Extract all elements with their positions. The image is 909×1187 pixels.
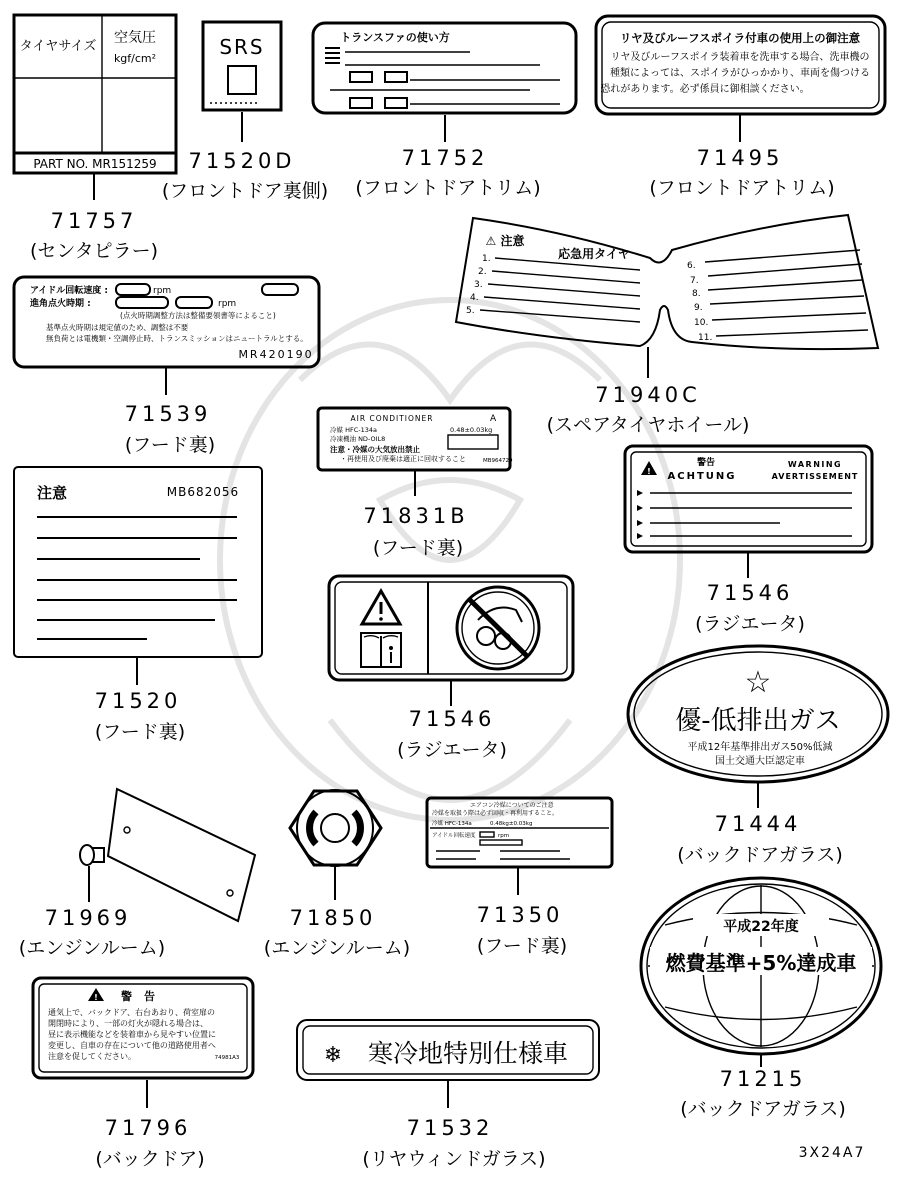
location: (センタピラー) [29,240,159,262]
label-71350 [427,798,612,957]
item-number: 1. [482,254,491,264]
item-number: 8. [692,289,701,299]
label-71520D [162,22,328,202]
idle-label: アイドル回転速度 : [30,286,108,296]
line-3: 恐れがあります。必ず係員に御相談ください。 [600,84,810,95]
location: (スペアタイヤホイール) [546,414,750,436]
main-text: 燃費基準+5%達成車 [665,951,857,975]
part-number: 71831B [363,504,469,528]
svg-text:!: ! [94,993,98,1002]
star-icon: ☆ [744,665,772,700]
main-text: 寒冷地特別仕様車 [367,1039,569,1068]
label-71546-warning [625,446,872,635]
line-4: 変更し、自車の存在について他の道路使用者へ [48,1041,216,1050]
location: (ラジエータ) [695,613,805,635]
item-number: 2. [478,267,487,277]
label-71796 [33,978,253,1170]
warning-icon [641,461,657,476]
label-71495 [596,16,885,199]
gear-chart-icon [325,48,560,108]
part-number: 71546 [408,707,496,731]
label-title: 応急用タイヤ [558,247,630,261]
top-2: 冷媒を取扱う際は必ず回収・再利用すること。 [432,810,559,817]
label-71539 [14,277,319,456]
item-number: 9. [694,303,703,313]
location: (エンジンルーム) [263,937,411,959]
part-number: 71752 [401,146,489,170]
part-number: 71532 [406,1116,494,1140]
note: (点火時期調整方法は整備要領書等によること) [120,311,276,320]
part-number: 71539 [124,402,212,426]
manual-book-icon [361,633,401,667]
part-number: 71495 [696,146,784,170]
part-number: 71215 [719,1067,807,1091]
location: (バックドアガラス) [680,1098,846,1120]
no-hands-icon [457,587,539,669]
label-71532 [297,1020,599,1170]
heading: 警告 [696,458,716,468]
item-number: 4. [470,293,479,303]
location: (フード裏) [476,935,568,957]
row-2: 冷凍機油 ND-OIL8 [330,435,386,443]
line-5: 注意を促してください。 [48,1052,136,1061]
line-3: 昼に表示機能などを装着車から見やすい位置に [48,1030,216,1039]
row-4: ・再使用及び廃棄は適正に回収すること [340,455,466,463]
location: (バックドアガラス) [677,844,843,866]
part-71969 [19,789,255,959]
caution-mark: 注意 [37,484,68,502]
location: (フロントドア裏側) [161,180,329,202]
location: (フロントドアトリム) [649,177,835,199]
label-title: AIR CONDITIONER [350,414,434,423]
label-title: トランスファの使い方 [340,31,450,44]
item-number: 5. [466,306,475,316]
rpm-unit: rpm [218,299,237,309]
part-number-text: PART NO. MR151259 [33,157,157,171]
row-1b: 0.48kg±0.03kg [490,821,533,827]
cell-pressure: 空気圧 [114,30,156,46]
diagram-code: 3X24A7 [798,1145,866,1161]
snowflake-icon: ❄ [323,1043,343,1068]
warning-triangle-icon [362,591,400,624]
location: (エンジンルーム) [18,937,166,959]
part-number: 71350 [476,903,564,927]
row-3: 注意・冷媒の大気放出禁止 [330,445,420,454]
location: (ラジエータ) [397,739,507,761]
line-2: 開閉時により、一部の灯火が隠れる場合は、 [48,1019,208,1028]
location: (フード裏) [94,721,186,743]
svg-text:!: ! [647,467,651,476]
avert-text: AVERTISSEMENT [771,472,859,481]
label-71546-pictogram [329,576,573,761]
label-71757 [14,15,176,262]
location: (フード裏) [124,434,216,456]
code: MB682056 [166,485,240,499]
part-number: 71520D [188,149,296,173]
warning-text: WARNING [787,460,843,469]
part-71850 [264,790,410,959]
letter: A [490,414,497,424]
location: (フロントドアトリム) [355,177,541,199]
part-number: 71546 [706,581,794,605]
label-71752 [313,23,576,199]
rpm-unit: rpm [153,286,172,296]
line-2: 種類によっては、スポイラがひっかかり、車両を傷つける [610,68,870,79]
part-number: 71850 [289,906,377,930]
row-1b: 0.48±0.03kg [450,426,493,434]
label-title: リヤ及びルーフスポイラ付車の使用上の御注意 [619,31,861,45]
line-1: 基準点火時期は規定値のため、調整は不要 [46,323,189,332]
rivet-icon [80,845,104,865]
row-1: 冷媒 HFC-134a [432,821,472,827]
location: (フード裏) [372,537,464,559]
part-number: 71940C [595,383,701,407]
location: (リヤウィンドガラス) [362,1148,546,1170]
line-1: リヤ及びルーフスポイラ装着車を洗車する場合、洗車機の [610,52,870,63]
code: MB964729 [483,458,513,464]
part-number: 71969 [44,906,132,930]
caution-mark: ⚠ 注意 [485,234,525,248]
code: 74981A3 [214,1055,240,1061]
part-number: 71444 [714,812,802,836]
code: MR420190 [238,348,314,361]
part-number: 71796 [104,1116,192,1140]
label-71940C [456,215,878,436]
item-number: 3. [474,280,483,290]
part-number: 71520 [94,689,182,713]
line-2: 無負荷とは電機類・空調停止時、トランスミッションはニュートラルとする。 [46,334,308,343]
cell-unit: kgf/cm² [113,52,157,65]
item-number: 6. [687,261,696,271]
row-2: アイドル回転速度 [432,833,476,839]
srs-title: SRS [219,35,265,59]
label-71215 [641,878,881,1120]
cell-tire-size: タイヤサイズ [19,39,97,54]
line-1: 通気上で、バックドア、右台あおり、荷室扉の [48,1008,215,1017]
part-number: 71757 [50,209,138,233]
line-2: 国土交通大臣認定車 [715,756,805,767]
achtung-text: ACHTUNG [667,471,737,482]
item-number: 11. [698,333,713,343]
main-text: 優-低排出ガス [675,706,841,736]
item-number: 10. [694,318,709,328]
top-1: エアコン冷媒についてのご注意 [470,802,554,809]
timing-label: 進角点火時期 : [30,299,91,309]
location: (バックドア) [95,1148,205,1170]
item-number: 7. [690,276,699,286]
row-2b: rpm [498,833,510,839]
top-text: 平成22年度 [723,919,799,935]
line-1: 平成12年基準排出ガス50%低減 [687,742,833,753]
heading: 警告 [121,990,167,1003]
row-1: 冷媒 HFC-134a [330,426,377,434]
warning-icon [88,988,104,1002]
label-71444 [628,646,888,866]
